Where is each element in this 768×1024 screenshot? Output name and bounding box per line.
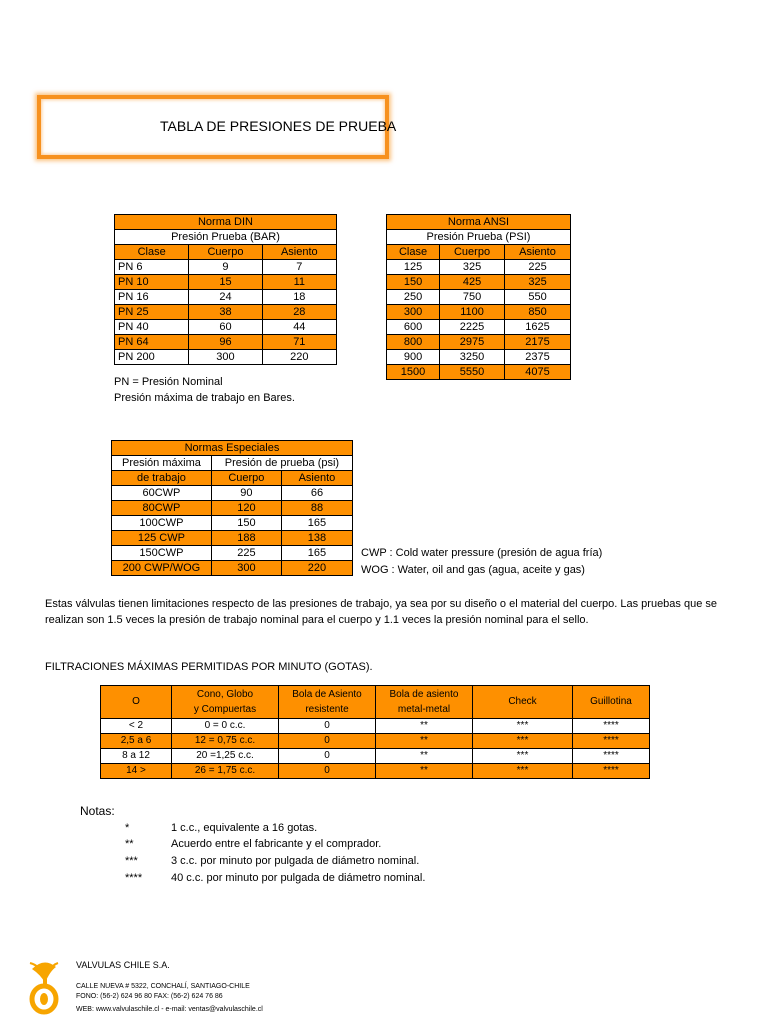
page-title: TABLA DE PRESIONES DE PRUEBA	[160, 118, 397, 134]
table-row: 125 325 225	[387, 260, 571, 275]
table-row: 200 CWP/WOG 300 220	[112, 561, 353, 576]
filtraciones-table	[100, 685, 650, 779]
especiales-table	[111, 440, 353, 576]
filtraciones-col-cono: Cono, Globo y Compuertas	[172, 686, 279, 719]
nota-text-1: 1 c.c., equivalente a 16 gotas.	[171, 822, 318, 834]
nota-mark-4: ****	[125, 872, 143, 884]
especiales-col-trabajo: de trabajo	[112, 471, 212, 486]
table-row: 80CWP 120 88	[112, 501, 353, 516]
table-row: PN 40 60 44	[115, 320, 337, 335]
table-row: PN 25 38 28	[115, 305, 337, 320]
footer-address: CALLE NUEVA # 5322, CONCHALÍ, SANTIAGO-CHILE	[76, 983, 250, 990]
filtraciones-col-o: O	[101, 686, 172, 719]
footer-company: VALVULAS CHILE S.A.	[76, 960, 170, 970]
table-row: PN 200 300 220	[115, 350, 337, 365]
table-row: 100CWP 150 165	[112, 516, 353, 531]
wog-note: WOG : Water, oil and gas (agua, aceite y gas)	[361, 564, 585, 576]
table-row: 2,5 a 6 12 = 0,75 c.c. 0 ** *** ****	[101, 734, 650, 749]
din-col-cuerpo: Cuerpo	[189, 245, 262, 260]
especiales-col-presion: Presión máxima	[112, 456, 212, 471]
filtraciones-col-guillotina: Guillotina	[573, 686, 650, 719]
table-row: PN 10 15 11	[115, 275, 337, 290]
table-row: PN 16 24 18	[115, 290, 337, 305]
ansi-col-asiento: Asiento	[505, 245, 571, 260]
paragraph-line-2: realizan son 1.5 veces la presión de trabajo nominal para el cuerpo y 1.1 veces la presión nominal para el sello.	[45, 614, 589, 626]
notas-label: Notas:	[80, 804, 115, 818]
table-row: 14 > 26 = 1,75 c.c. 0 ** *** ****	[101, 764, 650, 779]
footer-web: WEB: www.valvulaschile.cl - e-mail: ventas@valvulaschile.cl	[76, 1006, 263, 1013]
din-subheader: Presión Prueba (BAR)	[115, 230, 337, 245]
nota-mark-1: *	[125, 822, 130, 834]
filtraciones-col-bola-metal: Bola de asiento metal-metal	[376, 686, 473, 719]
ansi-col-cuerpo: Cuerpo	[440, 245, 505, 260]
especiales-col-asiento: Asiento	[281, 471, 352, 486]
table-row: 8 a 12 20 =1,25 c.c. 0 ** *** ****	[101, 749, 650, 764]
din-table	[114, 214, 337, 365]
ansi-header: Norma ANSI	[387, 215, 571, 230]
table-row: 900 3250 2375	[387, 350, 571, 365]
nota-text-4: 40 c.c. por minuto por pulgada de diámetro nominal.	[171, 872, 426, 884]
table-row: 1500 5550 4075	[387, 365, 571, 380]
filtraciones-title: FILTRACIONES MÁXIMAS PERMITIDAS POR MINUTO (GOTAS).	[45, 661, 373, 673]
nota-text-2: Acuerdo entre el fabricante y el comprador.	[171, 838, 382, 850]
footer-phone: FONO: (56-2) 624 96 80 FAX: (56-2) 624 76 86	[76, 993, 223, 1000]
table-row: < 2 0 = 0 c.c. 0 ** *** ****	[101, 719, 650, 734]
cwp-note: CWP : Cold water pressure (presión de agua fría)	[361, 547, 603, 559]
especiales-col-cuerpo: Cuerpo	[211, 471, 281, 486]
table-row: PN 6 9 7	[115, 260, 337, 275]
table-row: 150CWP 225 165	[112, 546, 353, 561]
ansi-subheader: Presión Prueba (PSI)	[387, 230, 571, 245]
filtraciones-col-bola-resistente: Bola de Asiento resistente	[279, 686, 376, 719]
table-row: 800 2975 2175	[387, 335, 571, 350]
din-header: Norma DIN	[115, 215, 337, 230]
filtraciones-col-check: Check	[473, 686, 573, 719]
table-row: 250 750 550	[387, 290, 571, 305]
paragraph-line-1: Estas válvulas tienen limitaciones respecto de las presiones de trabajo, ya sea por su diseño o el material del cuerpo. Las pruebas que se	[45, 598, 717, 610]
table-row: 60CWP 90 66	[112, 486, 353, 501]
especiales-header: Normas Especiales	[112, 441, 353, 456]
din-note-pn: PN = Presión Nominal	[114, 376, 223, 388]
table-row: 125 CWP 188 138	[112, 531, 353, 546]
din-note-presion: Presión máxima de trabajo en Bares.	[114, 392, 295, 404]
table-row: 300 1100 850	[387, 305, 571, 320]
din-col-asiento: Asiento	[262, 245, 336, 260]
company-logo-icon	[24, 955, 70, 1015]
table-row: 150 425 325	[387, 275, 571, 290]
din-col-clase: Clase	[115, 245, 189, 260]
table-row: PN 64 96 71	[115, 335, 337, 350]
nota-mark-2: **	[125, 838, 134, 850]
nota-mark-3: ***	[125, 855, 138, 867]
ansi-table	[386, 214, 571, 380]
ansi-col-clase: Clase	[387, 245, 440, 260]
especiales-group: Presión de prueba (psi)	[211, 456, 352, 471]
nota-text-3: 3 c.c. por minuto por pulgada de diámetro nominal.	[171, 855, 420, 867]
table-row: 600 2225 1625	[387, 320, 571, 335]
